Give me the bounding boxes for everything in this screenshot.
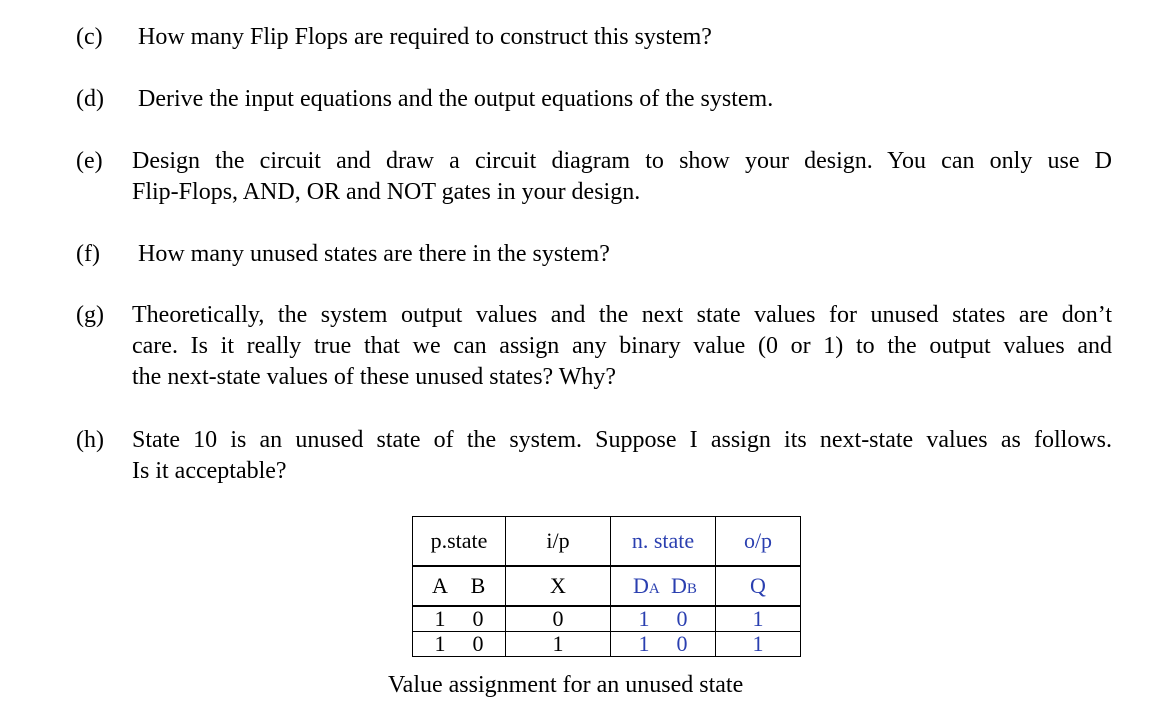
cell-q: 1 [716,632,801,657]
subheader-x: X [506,566,611,606]
header-op: o/p [716,517,801,567]
question-label: (h) [76,427,104,453]
question-text [132,146,1112,208]
question-label: (d) [76,86,104,112]
cell-da-db [611,632,716,657]
cell-b: 0 [472,606,484,631]
subheader-q: Q [716,566,801,606]
table-header-row [413,517,801,567]
cell-ab [413,632,506,657]
cell-ab [413,606,506,632]
question-line: State 10 is an unused state of the system. Suppose I assign its next-state values as follows. [132,427,1112,453]
question-label: (c) [76,24,103,50]
cell-da: 1 [638,606,650,631]
question-line: Theoretically, the system output values and the next state values for unused states are don’t [132,302,1112,328]
cell-da: 1 [638,631,650,656]
cell-x: 1 [506,632,611,657]
state-table [412,516,801,657]
subheader-b: B [470,573,486,598]
question-label: (g) [76,302,104,328]
subheader-da-db [611,566,716,606]
question-text [132,300,1112,393]
question-label: (f) [76,241,100,267]
cell-db: 0 [676,631,688,656]
cell-a: 1 [434,631,446,656]
question-line: Design the circuit and draw a circuit diagram to show your design. You can only use D [132,148,1112,174]
cell-b: 0 [472,631,484,656]
cell-a: 1 [434,606,446,631]
question-line: Is it acceptable? [132,458,287,484]
subheader-a: A [432,573,448,598]
table-row [413,606,801,632]
question-line: care. Is it really true that we can assign any binary value (0 or 1) to the output values and [132,333,1112,359]
subheader-da: DA [633,573,660,598]
cell-q: 1 [716,606,801,632]
subheader-db: DB [671,573,697,598]
cell-x: 0 [506,606,611,632]
question-line: Derive the input equations and the output equations of the system. [138,86,774,112]
header-pstate: p.state [413,517,506,567]
question-text [138,84,773,115]
question-text [138,22,712,53]
table-row [413,632,801,657]
table-caption: Value assignment for an unused state [388,672,744,698]
question-text [138,239,610,270]
header-ip: i/p [506,517,611,567]
question-line: the next-state values of these unused states? Why? [132,364,617,390]
header-nstate: n. state [611,517,716,567]
question-line: Flip-Flops, AND, OR and NOT gates in your design. [132,179,641,205]
question-text [132,425,1112,487]
question-label: (e) [76,148,103,174]
subheader-ab [413,566,506,606]
question-line: How many unused states are there in the system? [138,241,610,267]
cell-da-db [611,606,716,632]
cell-db: 0 [676,606,688,631]
table-subheader-row [413,566,801,606]
question-line: How many Flip Flops are required to construct this system? [138,24,712,50]
